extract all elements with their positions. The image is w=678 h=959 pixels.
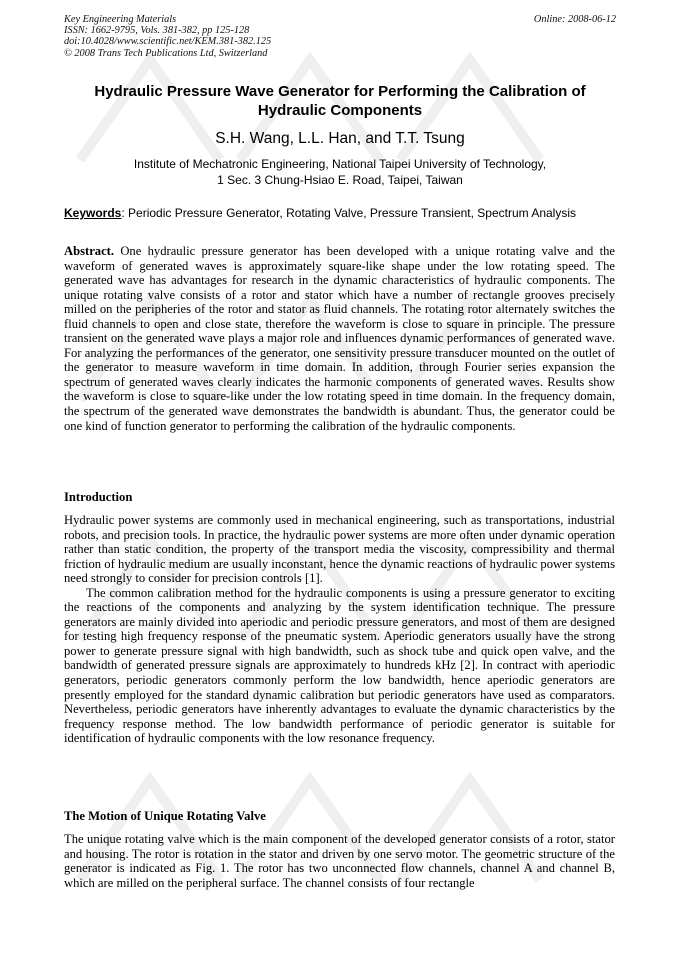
introduction-body bbox=[64, 513, 615, 746]
intro-paragraph: Hydraulic power systems are commonly used in mechanical engineering, such as transportations, industrial robots, and precision tools. In practice, the hydraulic power systems are more often under dynamic operation rather than static condition, the property of the transport media the viscosity, compressibility and thermal friction of hydraulic medium are usually inconstant, hence the dynamic reactions of hydraulic power systems need strongly to consider for precision controls [1]. bbox=[64, 513, 615, 586]
section-heading-introduction: Introduction bbox=[64, 490, 133, 504]
doi-line: doi:10.4028/www.scientific.net/KEM.381-382.125 bbox=[64, 36, 272, 48]
paper-authors: S.H. Wang, L.L. Han, and T.T. Tsung bbox=[215, 130, 465, 147]
journal-header bbox=[64, 14, 616, 59]
affiliation-line-1: Institute of Mechatronic Engineering, National Taipei University of Technology, bbox=[133, 157, 547, 171]
abstract-text: One hydraulic pressure generator has been developed with a unique rotating valve and the waveform of generated waves is approximately square-like shape under the low rotating speed. The generated wave has advantages for research in the dynamic characteristics of hydraulic components. The unique rotating valve consists of a rotor and stator which have a number of rectangle grooves precisely milled on the peripheries of the rotor and stator as fluid channels. The rotating rotor alternately switches the fluid channels to open and close state, therefore the waveform is close to square in principle. The pressure transient on the generated wave plays a major role and influences dynamic performances of generated wave. For analyzing the performances of the generator, one sensitivity pressure transducer mounted on the outlet of the generator to measure waveform in time domain. In addition, through Fourier series expansion the spectrum of generated waves clearly indicates the harmonic components of generated waves. Results show the waveform is close to square-like under the low rotating speed in time domain. In the frequency domain, the spectrum of the generated wave demonstrates the bandwidth is abundant. Thus, the generator could be one kind of function generator to performing the calibration of the hydraulic components. bbox=[64, 244, 615, 433]
keywords-list: : Periodic Pressure Generator, Rotating Valve, Pressure Transient, Spectrum Analysis bbox=[121, 206, 577, 220]
keywords-line bbox=[64, 206, 624, 221]
copyright-line: © 2008 Trans Tech Publications Ltd, Switzerland bbox=[64, 47, 268, 59]
abstract bbox=[64, 244, 615, 433]
intro-paragraph: The common calibration method for the hydraulic components is using a pressure generator to exciting the reactions of the components and analyzing by the system identification technique. The pressure generators are mainly divided into aperiodic and periodic pressure generators, and most of them are designed for testing high frequency response of the pneumatic system. Aperiodic generators usually have the strong power to generate pressure signal with high bandwidth, such as shock tube and quick open valve, and the bandwidth of generated pressure signals are approximately to hundreds kHz [2]. In contract with aperiodic generators, periodic generators commonly perform the low bandwidth, hence aperiodic generators are presently employed for the standard dynamic calibration but periodic generators have used as comparators. Nevertheless, periodic generators have inherently advantages to evaluate the dynamic characteristics by the frequency response method. The low bandwidth performance of periodic generator is suitable for identification of hydraulic components with the low resonance frequency. bbox=[64, 585, 615, 746]
journal-name: Key Engineering Materials bbox=[64, 14, 177, 25]
online-date: Online: 2008-06-12 bbox=[533, 14, 616, 25]
affiliation bbox=[64, 157, 616, 188]
paper-title: Hydraulic Pressure Wave Generator for Performing the Calibration of Hydraulic Components bbox=[94, 83, 586, 119]
keywords-label: Keywords bbox=[64, 206, 122, 220]
affiliation-line-2: 1 Sec. 3 Chung-Hsiao E. Road, Taipei, Taiwan bbox=[217, 172, 463, 187]
issn-line: ISSN: 1662-9795, Vols. 381-382, pp 125-128 bbox=[64, 25, 250, 37]
section-heading-rotating-valve: The Motion of Unique Rotating Valve bbox=[64, 809, 266, 823]
rotating-valve-paragraph: The unique rotating valve which is the main component of the developed generator consists of a rotor, stator and housing. The rotor is rotation in the stator and driven by one servo motor. The geometric structure of the generator is indicated as Fig. 1. The rotor has two unconnected flow channels, channel A and channel B, which are milled on the peripheral surface. The channel consists of four rectangle bbox=[64, 832, 615, 890]
abstract-label: Abstract. bbox=[64, 244, 115, 258]
